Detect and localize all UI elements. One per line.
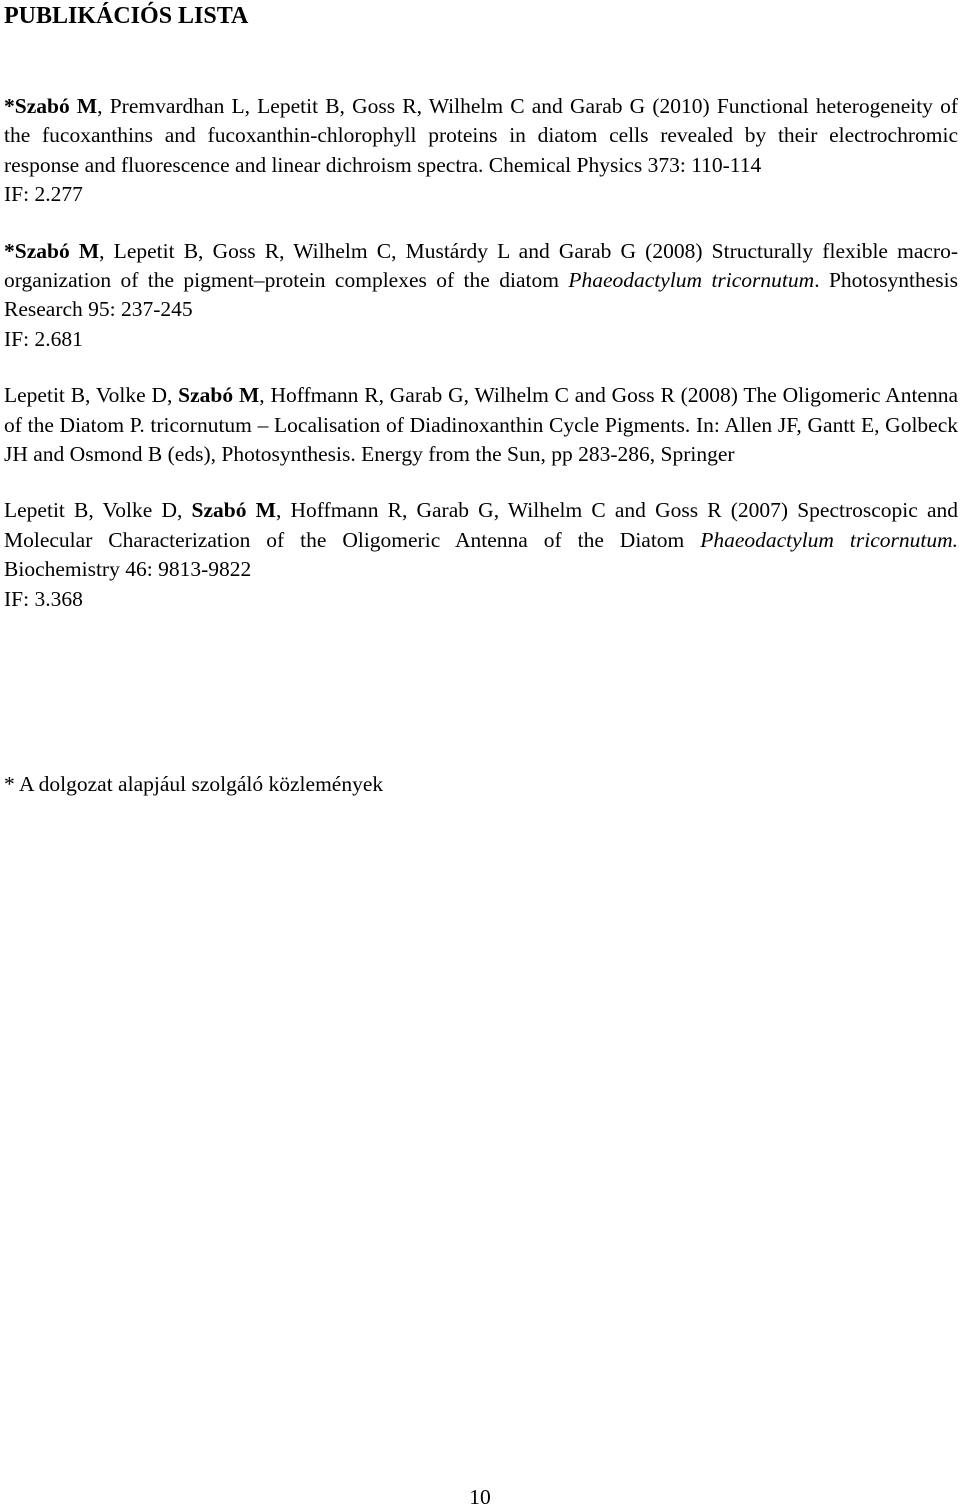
highlighted-author: Szabó M bbox=[14, 238, 100, 263]
citation-authors: Lepetit B, Volke D, bbox=[4, 383, 179, 408]
citation-body: , Hoffmann R, Garab G, Wilhelm C and Goss R (2007) Spectroscopic and Molecular Characterization of the Oligomeric Antenna of the Diatom bbox=[4, 498, 959, 552]
footnote: * A dolgozat alapjául szolgáló közlemények bbox=[4, 772, 384, 796]
highlighted-author: Szabó M bbox=[14, 94, 98, 118]
page-title: PUBLIKÁCIÓS LISTA bbox=[4, 3, 249, 29]
publication-entry bbox=[4, 92, 958, 210]
publication-entry bbox=[4, 381, 958, 469]
citation-body: , Premvardhan L, Lepetit B, Goss R, Wilhelm C and Garab G (2010) Functional heterogeneity of the fucoxanthins and fucoxanthin-chlorophyll proteins in diatom cells revealed by their electrochromic response and fluorescence and linear dichroism spectra. Chemical Physics 373: 110-114 bbox=[4, 94, 959, 177]
journal-reference: Biochemistry 46: 9813-9822 bbox=[4, 557, 252, 582]
publication-list bbox=[4, 92, 958, 641]
species-name: Phaeodactylum tricornutum bbox=[568, 268, 815, 293]
citation-authors: Lepetit B, Volke D, bbox=[4, 498, 192, 523]
citation-text bbox=[4, 496, 958, 584]
impact-factor: IF: 2.277 bbox=[4, 182, 83, 207]
publication-entry bbox=[4, 496, 958, 614]
impact-factor: IF: 2.681 bbox=[4, 326, 83, 351]
citation-body: , Lepetit B, Goss R, Wilhelm C, Mustárdy L and Garab G (2008) Structurally flexible macro-organization of the pigment–protein complexes of the diatom bbox=[4, 238, 959, 293]
impact-factor: IF: 3.368 bbox=[4, 586, 83, 611]
publication-entry bbox=[4, 237, 958, 355]
journal-reference: . Photosynthesis Research 95: 237-245 bbox=[4, 268, 958, 322]
citation-text bbox=[4, 237, 958, 325]
highlighted-author: Szabó M bbox=[191, 498, 276, 523]
citation-text bbox=[4, 92, 958, 180]
highlighted-author: Szabó M bbox=[178, 383, 260, 408]
citation-body: , Hoffmann R, Garab G, Wilhelm C and Goss R (2008) The Oligomeric Antenna of the Diatom P. tricornutum – Localisation of Diadinoxanthin Cycle Pigments. In: Allen JF, Gantt E, Golbeck JH and Osmond B (eds), Photosynthesis. Energy from the Sun, pp 283-286, Springer bbox=[4, 383, 959, 467]
species-name: Phaeodactylum tricornutum. bbox=[700, 527, 958, 552]
page-number: 10 bbox=[469, 1485, 491, 1509]
primary-marker: * bbox=[4, 94, 15, 118]
primary-marker: * bbox=[4, 238, 15, 263]
citation-text bbox=[4, 381, 958, 469]
